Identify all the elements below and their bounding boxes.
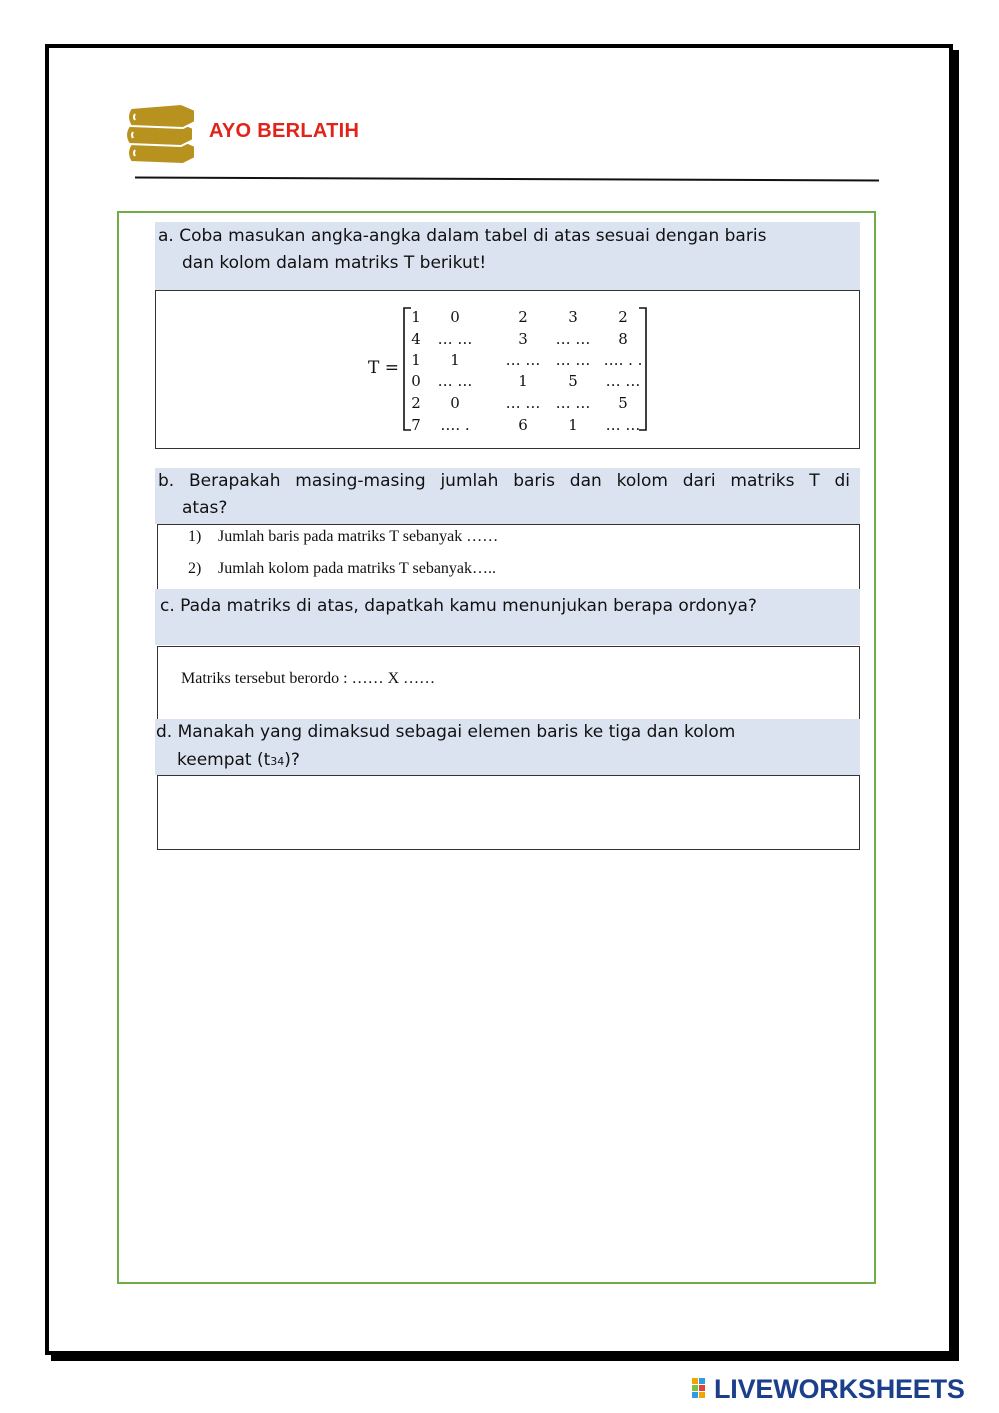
question-b-line2: atas?: [182, 498, 228, 518]
matrix-cell-r6-c1: 7: [411, 416, 421, 434]
question-c: [155, 589, 860, 645]
matrix-cell-r2-c1: 4: [411, 330, 421, 348]
matrix-cell-r4-c2[interactable]: … …: [437, 372, 473, 390]
matrix-cell-r6-c5[interactable]: … …: [605, 416, 641, 434]
question-d-subscript: 34: [270, 755, 285, 768]
section-title: AYO BERLATIH: [209, 120, 360, 142]
matrix-cell-r5-c1: 2: [411, 394, 421, 412]
matrix-cell-r3-c2: 1: [450, 351, 460, 369]
header-divider: [135, 176, 879, 182]
answer-b-item1: Jumlah baris pada matriks T sebanyak ……: [218, 528, 499, 545]
matrix-cell-r6-c3: 6: [518, 416, 528, 434]
matrix-cell-r1-c4: 3: [568, 308, 578, 326]
matrix-cell-r4-c5[interactable]: … …: [605, 372, 641, 390]
matrix-cell-r5-c3[interactable]: … …: [505, 394, 541, 412]
question-a: [155, 222, 860, 290]
answer-c-text: Matriks tersebut berordo : …… X ……: [181, 670, 436, 687]
question-d-line2: [177, 747, 300, 775]
matrix-cell-r5-c4[interactable]: … …: [555, 394, 591, 412]
matrix-cell-r3-c3[interactable]: … …: [505, 351, 541, 369]
question-d-line1: d. Manakah yang dimaksud sebagai elemen baris ke tiga dan kolom: [156, 722, 736, 742]
matrix-cell-r2-c5: 8: [618, 330, 628, 348]
matrix-cell-r5-c2: 0: [450, 394, 460, 412]
matrix-cell-r1-c5: 2: [618, 308, 628, 326]
question-d-line2-suffix: )?: [284, 750, 300, 770]
matrix-cell-r4-c1: 0: [411, 372, 421, 390]
question-c-line1: c. Pada matriks di atas, dapatkah kamu menunjukan berapa ordonya?: [160, 596, 757, 616]
liveworksheets-wordmark: LIVEWORKSHEETS: [714, 1374, 965, 1404]
matrix-cell-r1-c1: 1: [411, 308, 421, 326]
question-b-line1: b. Berapakah masing-masing jumlah baris dan kolom dari matriks T di: [158, 471, 850, 491]
question-a-line1: a. Coba masukan angka-angka dalam tabel di atas sesuai dengan baris: [158, 226, 767, 246]
matrix-cell-r2-c2[interactable]: … …: [437, 330, 473, 348]
question-a-line2: dan kolom dalam matriks T berikut!: [182, 253, 487, 273]
liveworksheets-icon: [692, 1378, 714, 1400]
question-b: [155, 468, 860, 524]
matrix-cell-r5-c5: 5: [618, 394, 628, 412]
books-icon: [125, 100, 197, 168]
answer-d-box[interactable]: [157, 775, 860, 850]
matrix-cell-r4-c4: 5: [568, 372, 578, 390]
matrix-cell-r4-c3: 1: [518, 372, 528, 390]
matrix-label: T =: [368, 358, 399, 378]
question-d-line2-prefix: keempat (t: [177, 750, 271, 770]
matrix-cell-r2-c4[interactable]: … …: [555, 330, 591, 348]
matrix-cell-r1-c3: 2: [518, 308, 528, 326]
matrix-cell-r3-c5[interactable]: …. . .: [603, 351, 643, 369]
matrix-cell-r3-c4[interactable]: … …: [555, 351, 591, 369]
answer-b-item2-number: 2): [188, 560, 202, 577]
matrix-cell-r1-c2: 0: [450, 308, 460, 326]
matrix-cell-r2-c3: 3: [518, 330, 528, 348]
matrix-cell-r6-c4: 1: [568, 416, 578, 434]
answer-b-item1-number: 1): [188, 528, 202, 545]
matrix-cell-r6-c2[interactable]: …. .: [440, 416, 470, 434]
answer-b-item2: Jumlah kolom pada matriks T sebanyak…..: [218, 560, 497, 577]
question-d: [155, 719, 860, 775]
matrix-cell-r3-c1: 1: [411, 351, 421, 369]
